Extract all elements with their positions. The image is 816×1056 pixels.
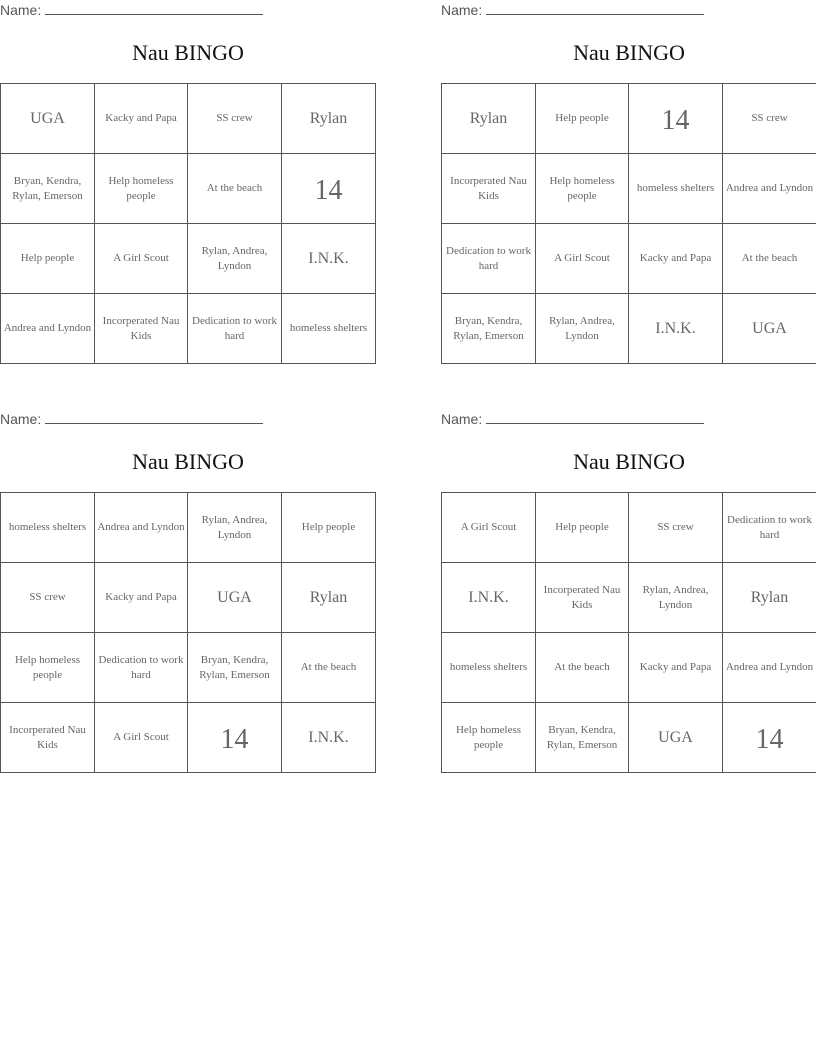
bingo-cell: Help people xyxy=(282,493,376,563)
card-title: Nau BINGO xyxy=(132,40,244,65)
bingo-cell: At the beach xyxy=(723,224,816,294)
bingo-cell: 14 xyxy=(188,703,282,773)
bingo-cell: UGA xyxy=(188,563,282,633)
name-label: Name: xyxy=(0,411,42,427)
bingo-cell: Bryan, Kendra, Rylan, Emerson xyxy=(442,294,536,364)
bingo-cell: homeless shelters xyxy=(442,633,536,703)
bingo-cell: SS crew xyxy=(629,493,723,563)
bingo-cell: Rylan xyxy=(723,563,816,633)
bingo-cell: Rylan xyxy=(282,563,376,633)
bingo-cell: Rylan, Andrea, Lyndon xyxy=(629,563,723,633)
bingo-cell: Kacky and Papa xyxy=(95,563,188,633)
bingo-cell: homeless shelters xyxy=(1,493,95,563)
name-field[interactable] xyxy=(0,2,263,18)
bingo-cell: Help homeless people xyxy=(536,154,629,224)
bingo-cell: SS crew xyxy=(1,563,95,633)
bingo-cell: Incorperated Nau Kids xyxy=(95,294,188,364)
bingo-cell: Help people xyxy=(536,84,629,154)
name-label: Name: xyxy=(441,411,483,427)
name-blank-line[interactable] xyxy=(45,2,263,15)
bingo-cell: Incorperated Nau Kids xyxy=(442,154,536,224)
bingo-cell: Dedication to work hard xyxy=(442,224,536,294)
bingo-cell: 14 xyxy=(723,703,816,773)
bingo-cell: Rylan, Andrea, Lyndon xyxy=(188,224,282,294)
bingo-cell: At the beach xyxy=(536,633,629,703)
bingo-card-3 xyxy=(0,409,376,773)
bingo-cell: Kacky and Papa xyxy=(95,84,188,154)
name-blank-line[interactable] xyxy=(45,411,263,424)
name-field[interactable] xyxy=(441,2,704,18)
bingo-cell: UGA xyxy=(723,294,816,364)
bingo-cell: UGA xyxy=(629,703,723,773)
bingo-cell: Andrea and Lyndon xyxy=(723,154,816,224)
bingo-grid xyxy=(441,492,816,773)
bingo-cell: Andrea and Lyndon xyxy=(723,633,816,703)
bingo-cell: Bryan, Kendra, Rylan, Emerson xyxy=(188,633,282,703)
bingo-cell: Bryan, Kendra, Rylan, Emerson xyxy=(536,703,629,773)
bingo-cell: homeless shelters xyxy=(629,154,723,224)
bingo-cell: Help homeless people xyxy=(442,703,536,773)
bingo-card-2 xyxy=(441,0,816,364)
bingo-cell: homeless shelters xyxy=(282,294,376,364)
name-label: Name: xyxy=(0,2,42,18)
name-field[interactable] xyxy=(0,411,263,427)
bingo-cell: A Girl Scout xyxy=(95,703,188,773)
bingo-card-1 xyxy=(0,0,376,364)
bingo-grid xyxy=(441,83,816,364)
bingo-cell: I.N.K. xyxy=(282,224,376,294)
bingo-card-4 xyxy=(441,409,816,773)
bingo-cell: Help people xyxy=(536,493,629,563)
bingo-cell: Help people xyxy=(1,224,95,294)
bingo-cell: Rylan, Andrea, Lyndon xyxy=(536,294,629,364)
bingo-cell: At the beach xyxy=(282,633,376,703)
bingo-cell: Incorperated Nau Kids xyxy=(1,703,95,773)
bingo-cell: I.N.K. xyxy=(442,563,536,633)
bingo-cell: I.N.K. xyxy=(629,294,723,364)
bingo-cell: Andrea and Lyndon xyxy=(95,493,188,563)
bingo-cell: 14 xyxy=(282,154,376,224)
card-title: Nau BINGO xyxy=(573,449,685,474)
card-title: Nau BINGO xyxy=(132,449,244,474)
bingo-grid xyxy=(0,83,376,364)
bingo-cell: Dedication to work hard xyxy=(188,294,282,364)
bingo-cell: Andrea and Lyndon xyxy=(1,294,95,364)
name-blank-line[interactable] xyxy=(486,411,704,424)
bingo-cell: Dedication to work hard xyxy=(95,633,188,703)
card-title: Nau BINGO xyxy=(573,40,685,65)
bingo-cell: Kacky and Papa xyxy=(629,633,723,703)
bingo-cell: UGA xyxy=(1,84,95,154)
bingo-cell: Rylan xyxy=(442,84,536,154)
bingo-cell: Help homeless people xyxy=(95,154,188,224)
bingo-cell: SS crew xyxy=(723,84,816,154)
bingo-cell: Bryan, Kendra, Rylan, Emerson xyxy=(1,154,95,224)
bingo-cell: Incorperated Nau Kids xyxy=(536,563,629,633)
bingo-cell: Rylan, Andrea, Lyndon xyxy=(188,493,282,563)
name-blank-line[interactable] xyxy=(486,2,704,15)
bingo-cell: SS crew xyxy=(188,84,282,154)
name-field[interactable] xyxy=(441,411,704,427)
bingo-cell: 14 xyxy=(629,84,723,154)
bingo-cell: A Girl Scout xyxy=(442,493,536,563)
bingo-cell: Help homeless people xyxy=(1,633,95,703)
bingo-cell: At the beach xyxy=(188,154,282,224)
bingo-grid xyxy=(0,492,376,773)
bingo-cell: Kacky and Papa xyxy=(629,224,723,294)
bingo-cell: A Girl Scout xyxy=(536,224,629,294)
bingo-cell: Rylan xyxy=(282,84,376,154)
bingo-cell: I.N.K. xyxy=(282,703,376,773)
name-label: Name: xyxy=(441,2,483,18)
bingo-cell: A Girl Scout xyxy=(95,224,188,294)
bingo-cell: Dedication to work hard xyxy=(723,493,816,563)
